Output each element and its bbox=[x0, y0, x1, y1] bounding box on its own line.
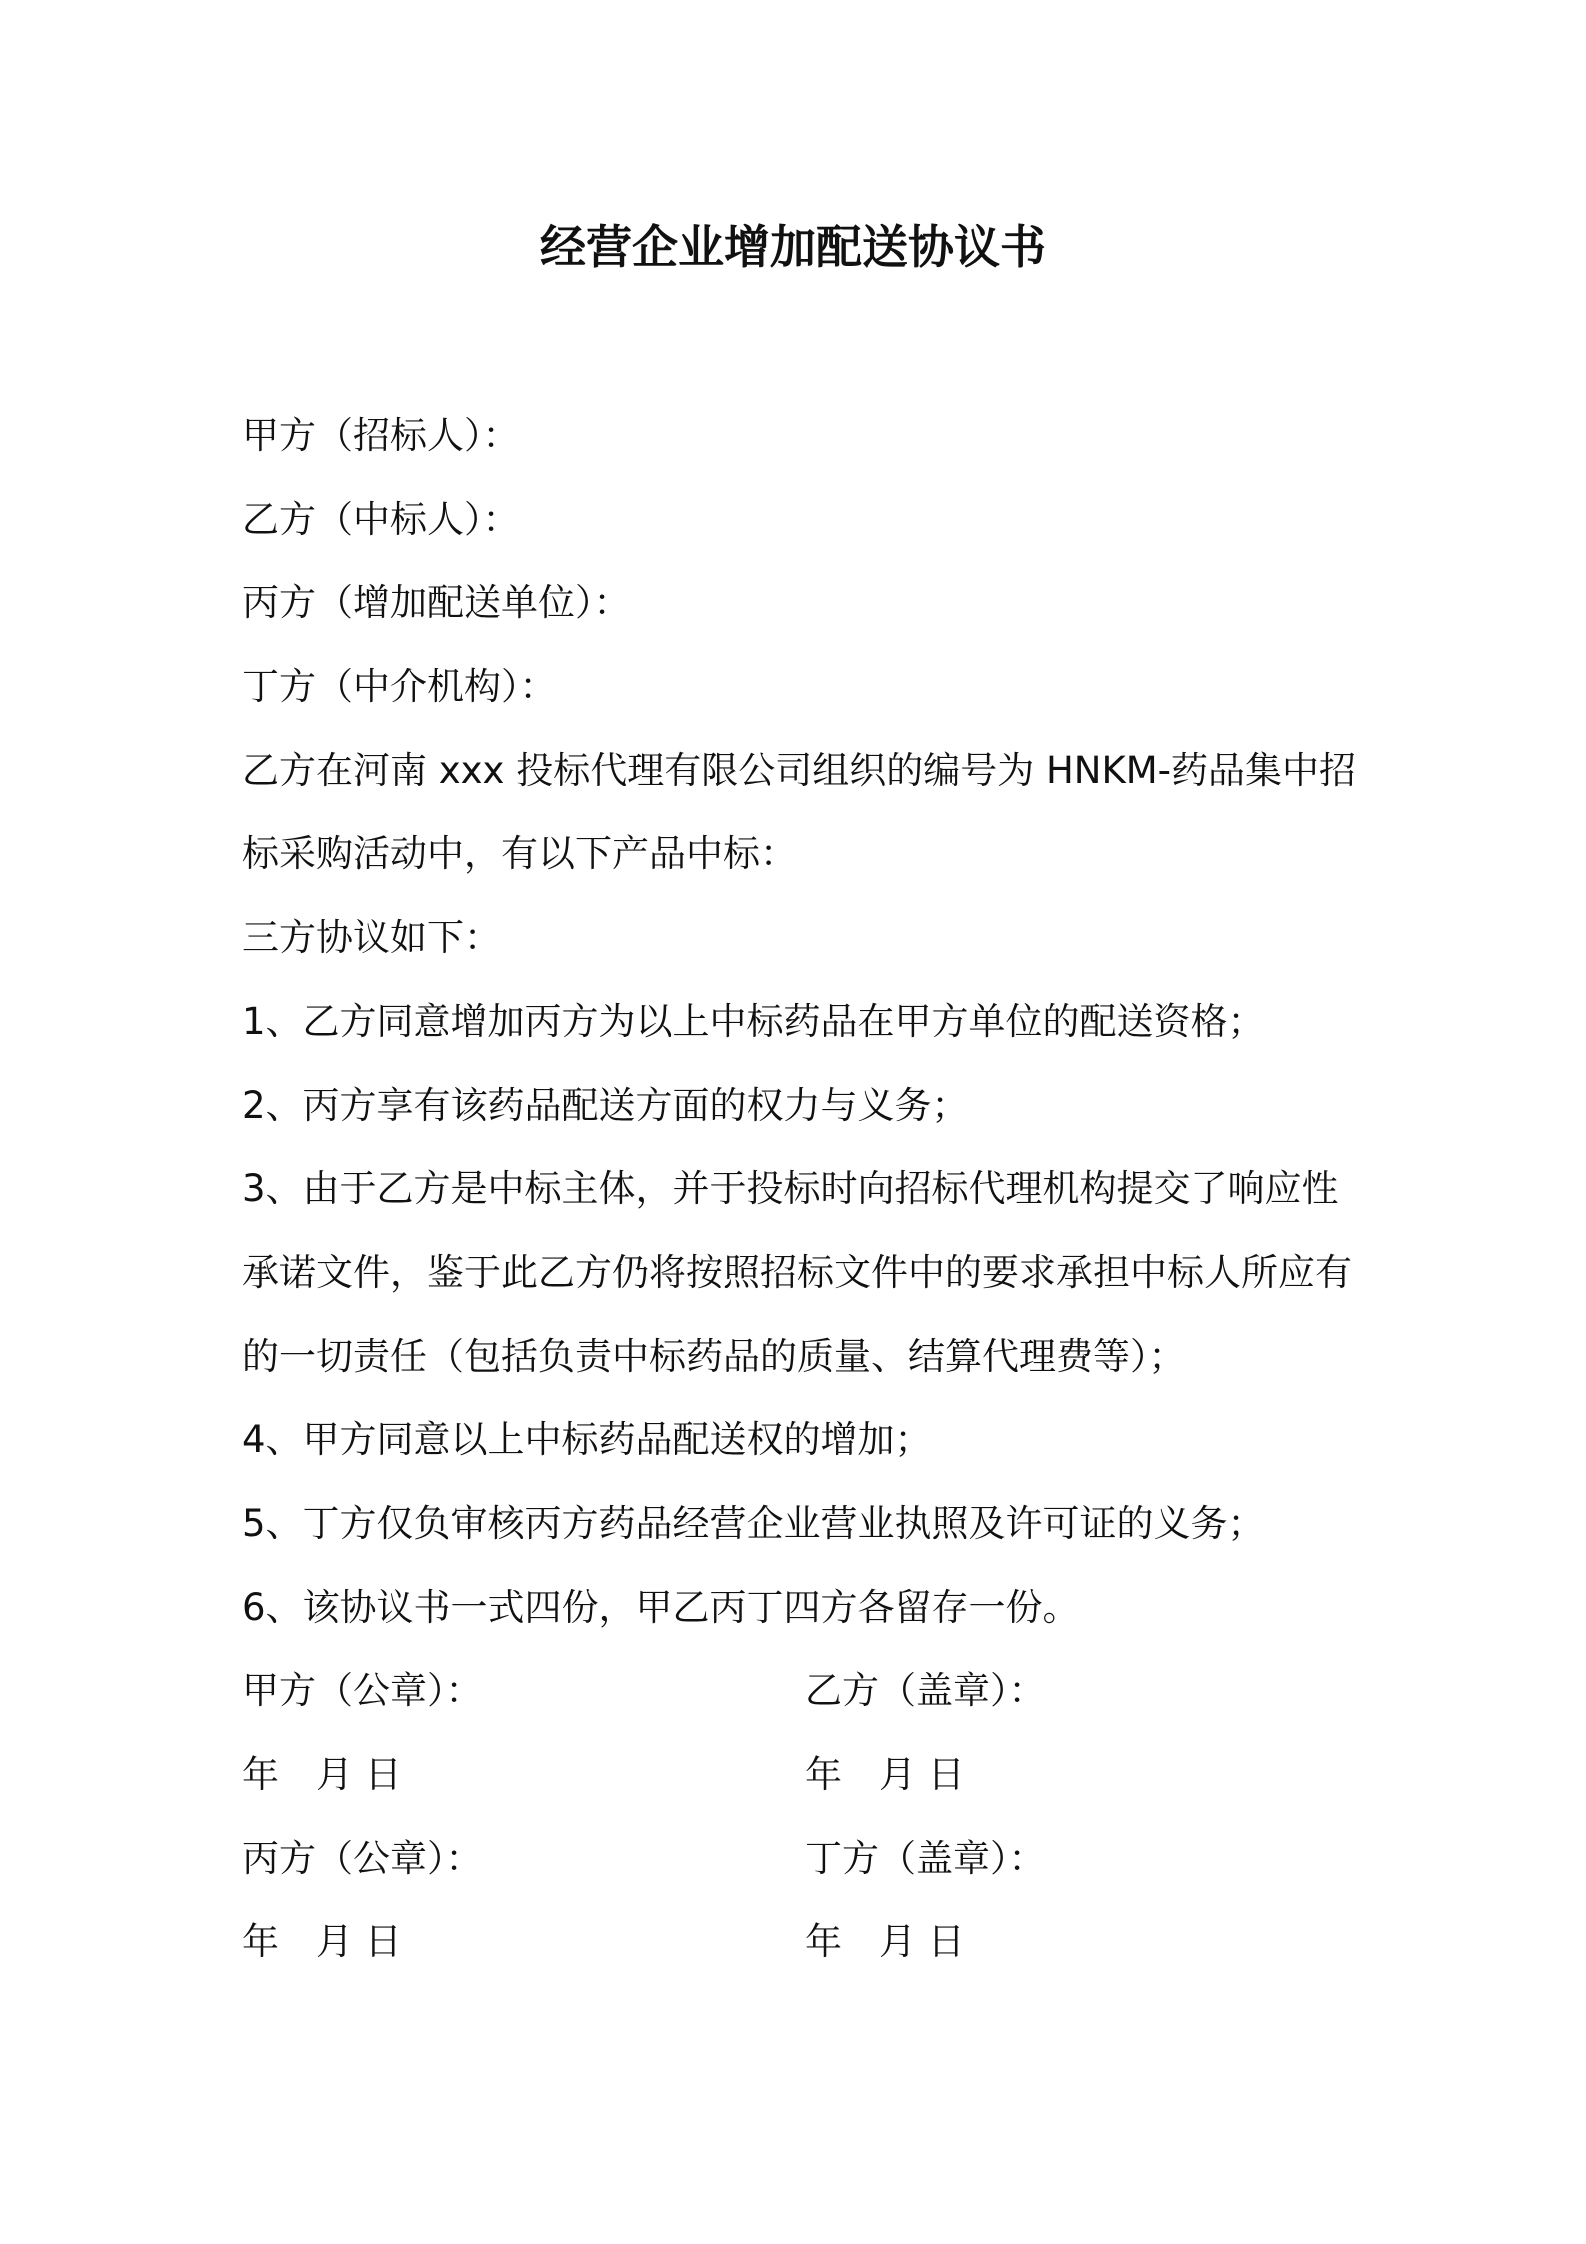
clause-6: 6、该协议书一式四份，甲乙丙丁四方各留存一份。 bbox=[242, 1585, 1080, 1629]
clause-2: 2、丙方享有该药品配送方面的权力与义务； bbox=[242, 1083, 969, 1127]
party-b-date: 年 月 日 bbox=[805, 1753, 965, 1796]
party-a-seal-label: 甲方（公章）： bbox=[242, 1669, 483, 1713]
clause-5: 5、丁方仅负审核丙方药品经营企业营业执照及许可证的义务； bbox=[242, 1501, 1265, 1545]
intro-line: 乙方在河南 xxx 投标代理有限公司组织的编号为 HNKM-药品集中招 bbox=[242, 748, 1357, 792]
signature-row bbox=[242, 1649, 1372, 1733]
party-c-line: 丙方（增加配送单位）： bbox=[242, 581, 631, 625]
signature-row bbox=[242, 1817, 1372, 1901]
clause-4: 4、甲方同意以上中标药品配送权的增加； bbox=[242, 1418, 932, 1462]
party-c-seal-label: 丙方（公章）： bbox=[242, 1836, 483, 1880]
agreement-heading: 三方协议如下： bbox=[242, 916, 501, 960]
signature-date-row bbox=[242, 1733, 1372, 1817]
signature-date-row bbox=[242, 1900, 1372, 1984]
document-body bbox=[242, 394, 1372, 1984]
party-d-date: 年 月 日 bbox=[805, 1920, 965, 1964]
clause-3-line-2: 承诺文件，鉴于此乙方仍将按照招标文件中的要求承担中标人所应有 bbox=[242, 1250, 1352, 1294]
clause-1: 1、乙方同意增加丙方为以上中标药品在甲方单位的配送资格； bbox=[242, 999, 1265, 1043]
document-title: 经营企业增加配送协议书 bbox=[540, 220, 1046, 274]
clause-3-line-1: 3、由于乙方是中标主体，并于投标时向招标代理机构提交了响应性 bbox=[242, 1167, 1339, 1211]
party-c-date: 年 月 日 bbox=[242, 1920, 402, 1964]
party-b-line: 乙方（中标人）： bbox=[242, 497, 520, 541]
party-b-seal-label: 乙方（盖章）： bbox=[805, 1669, 1046, 1713]
party-a-line: 甲方（招标人）： bbox=[242, 414, 520, 457]
party-d-line: 丁方（中介机构）： bbox=[242, 665, 557, 709]
party-a-date: 年 月 日 bbox=[242, 1753, 402, 1796]
intro-line: 标采购活动中，有以下产品中标： bbox=[242, 832, 797, 876]
clause-3-line-3: 的一切责任（包括负责中标药品的质量、结算代理费等）； bbox=[242, 1334, 1186, 1378]
party-d-seal-label: 丁方（盖章）： bbox=[805, 1836, 1046, 1880]
